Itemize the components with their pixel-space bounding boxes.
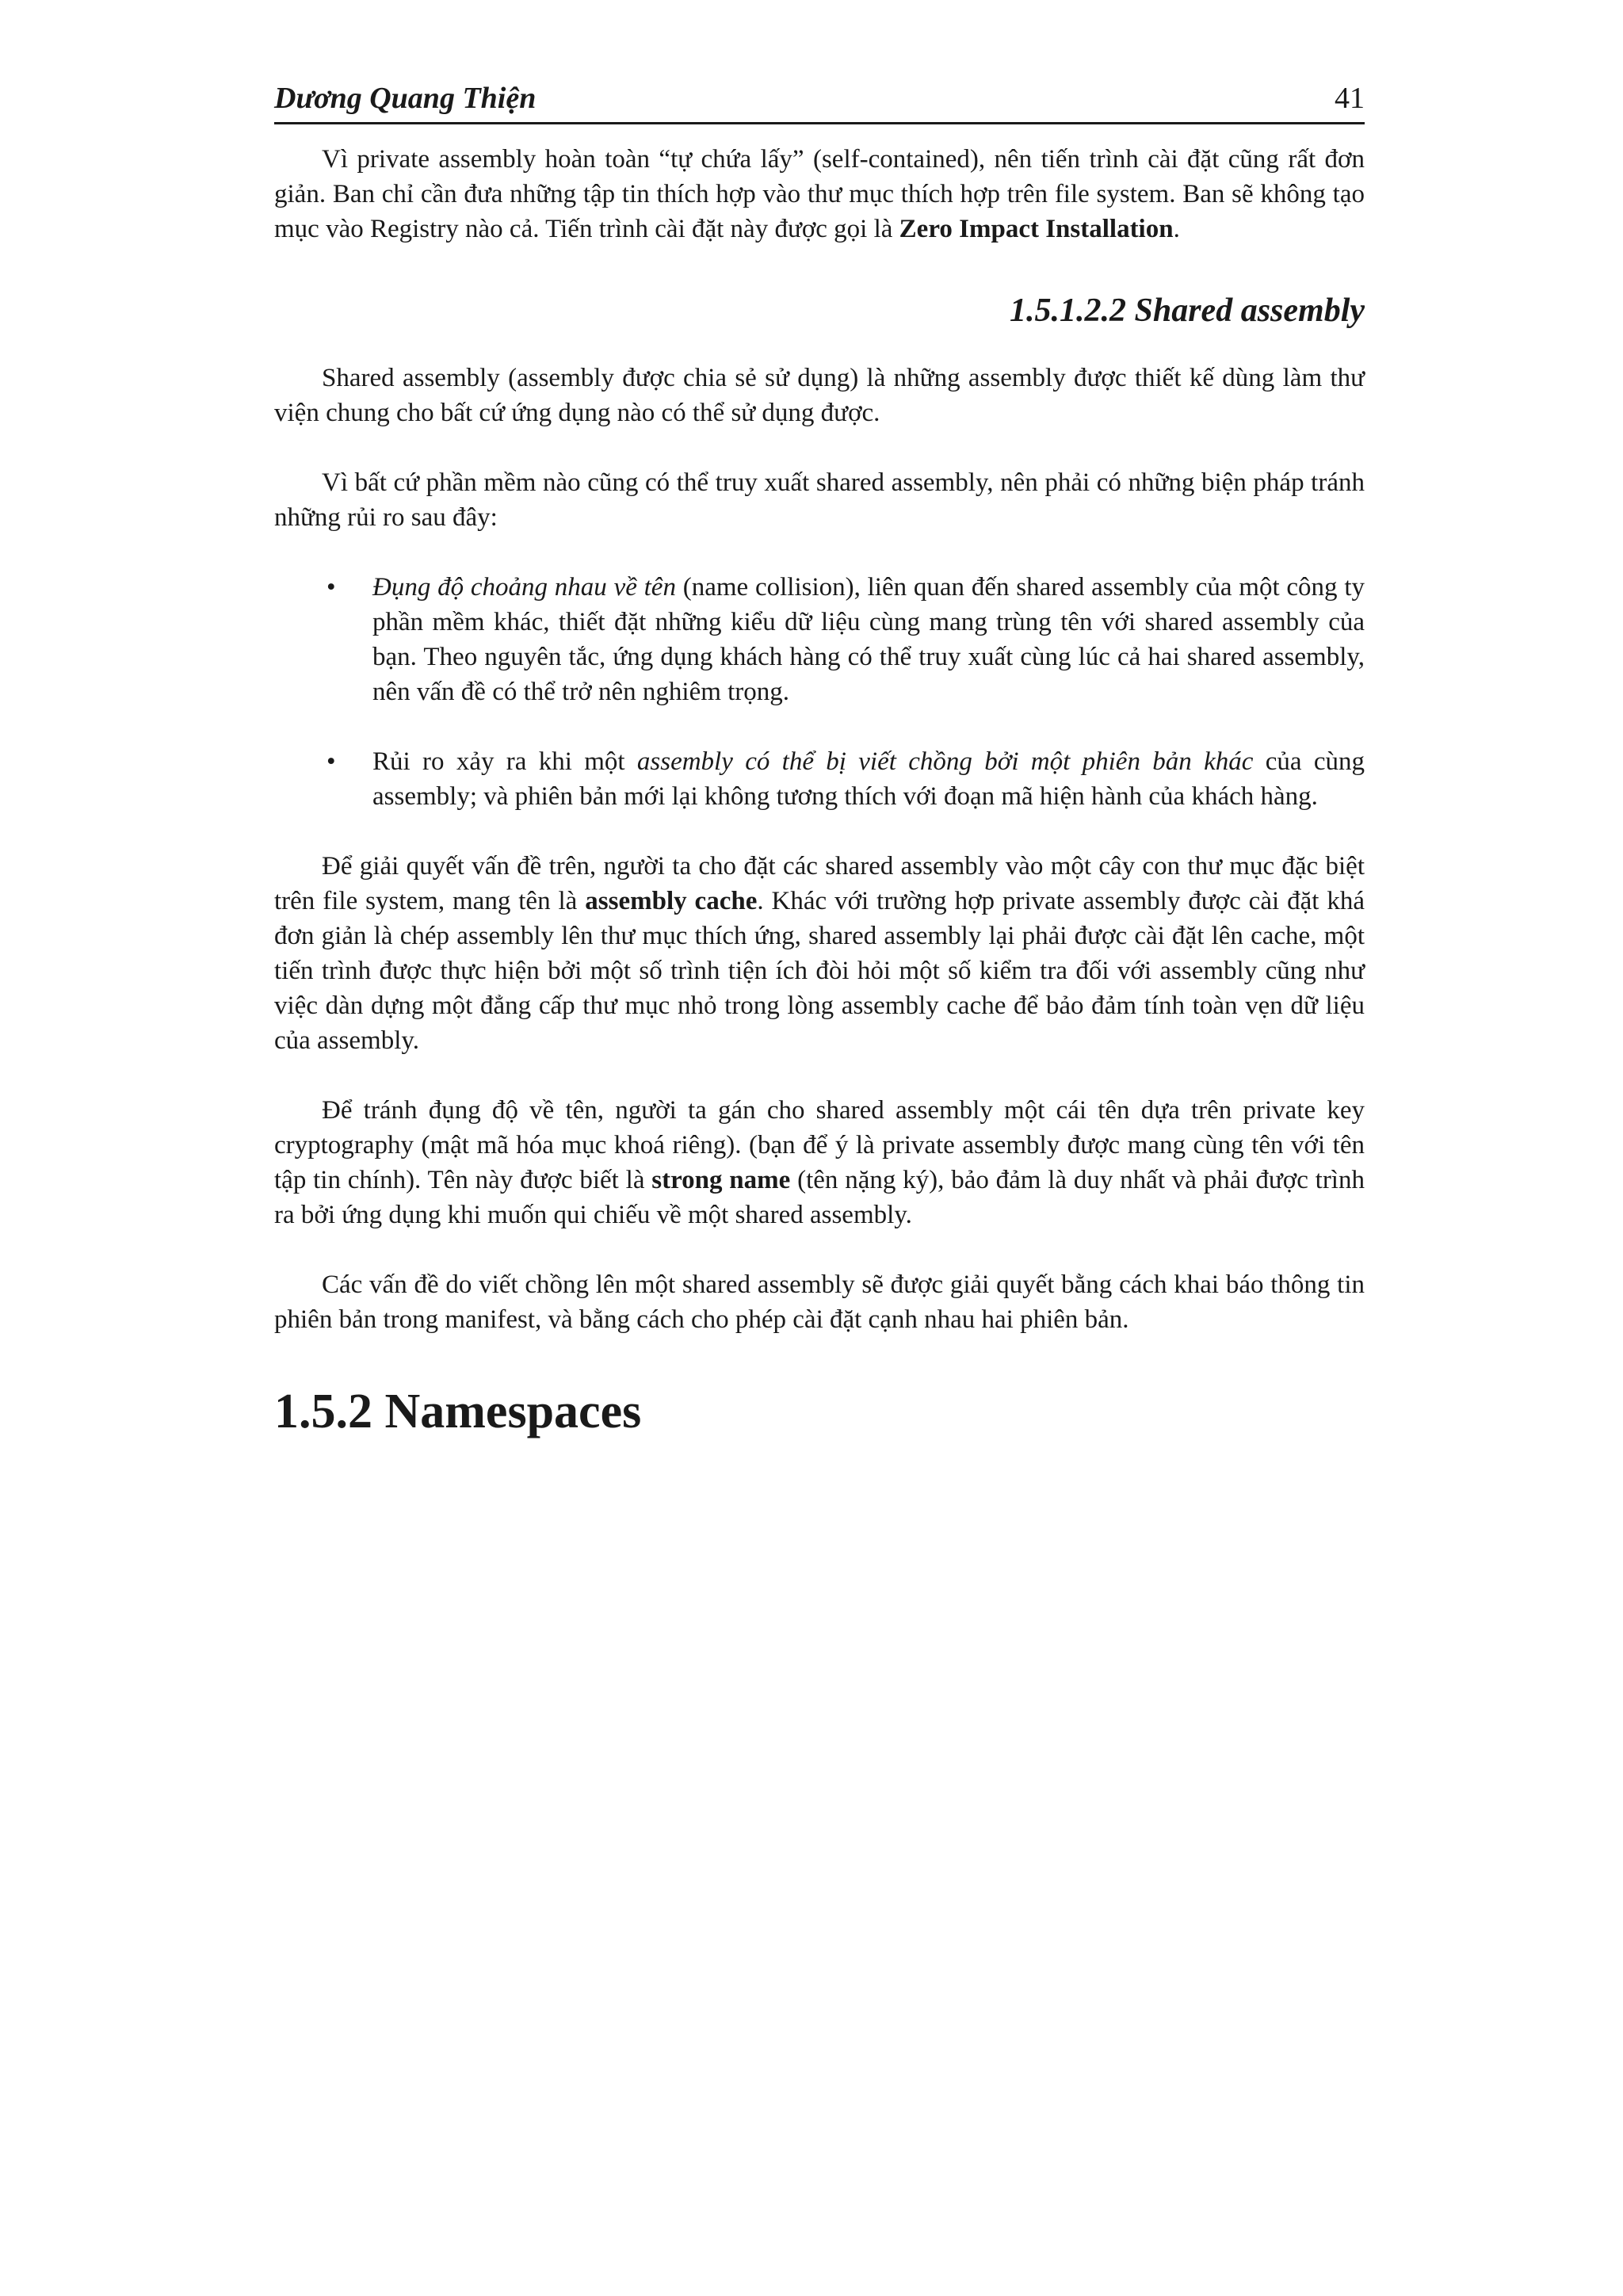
text-span: (name collision), liên quan đến shared assembly của một công ty phần mềm khác, thiết đặt những kiểu dữ liệu cùng mang trùng tên với shared assembly của bạn. Theo nguyên tắc, ứng dụng khách hàng có thể truy xuất cùng lúc cả hai shared assembly, nên vấn đề có thể trở nên nghiêm trọng. — [372, 573, 1365, 706]
section-heading: 1.5.2 Namespaces — [274, 1385, 642, 1438]
header-author: Dương Quang Thiện — [274, 82, 537, 115]
page-number: 41 — [1335, 82, 1365, 115]
risk-list — [274, 570, 1365, 814]
text-span: . Khác với trường hợp private assembly được cài đặt khá đơn giản là chép assembly lên thư mục thích ứng, shared assembly lại phải được cài đặt lên cache, một tiến trình được thực hiện bởi một số trình tiện ích đòi hỏi một số kiểm tra đối với assembly cũng như việc dàn dựng một đẳng cấp thư mục nhỏ trong lòng assembly cache để bảo đảm tính toàn vẹn dữ liệu của assembly. — [274, 887, 1365, 1055]
bold-term-assembly-cache: assembly cache — [585, 887, 758, 915]
paragraph-shared-assembly-definition: Shared assembly (assembly được chia sẻ sử dụng) là những assembly được thiết kế dùng làm thư viện chung cho bất cứ ứng dụng nào có thể sử dụng được. — [274, 364, 1365, 427]
paragraph-risks-intro: Vì bất cứ phần mềm nào cũng có thể truy xuất shared assembly, nên phải có những biện pháp tránh những rủi ro sau đây: — [274, 468, 1365, 532]
italic-term-overwrite: assembly có thể bị viết chồng bởi một phiên bản khác — [636, 747, 1254, 776]
bold-term-strong-name: strong name — [651, 1166, 791, 1194]
paragraph-private-assembly-install — [274, 142, 1365, 246]
page-body — [274, 142, 1365, 1440]
text-span: Để tránh đụng độ về tên, người ta gán cho shared assembly một cái tên dựa trên private key cryptography (mật mã hóa mục khoá riêng). (bạn để ý là private assembly được mang cùng tên với tên tập tin chính). Tên này được biết là — [274, 1096, 1365, 1194]
text-span: Để giải quyết vấn đề trên, người ta cho đặt các shared assembly vào một cây con thư mục đặc biệt trên file system, mang tên là — [274, 852, 1365, 915]
list-item — [274, 570, 1365, 709]
list-item — [274, 744, 1365, 814]
running-header — [274, 76, 1365, 124]
text-span: Vì private assembly hoàn toàn “tự chứa lấy” (self-contained), nên tiến trình cài đặt cũng rất đơn giản. Ban chỉ cần đưa những tập tin thích hợp vào thư mục thích hợp trên file system. Ban sẽ không tạo mục vào Registry nào cả. Tiến trình cài đặt này được gọi là — [274, 145, 1365, 243]
paragraph-assembly-cache — [274, 849, 1365, 1058]
subsection-heading: 1.5.1.2.2 Shared assembly — [1009, 292, 1365, 329]
text-span: của cùng assembly; và phiên bản mới lại không tương thích với đoạn mã hiện hành của khách hàng. — [372, 747, 1365, 811]
bold-term-zero-impact: Zero Impact Installation — [899, 215, 1174, 243]
text-span: Rủi ro xảy ra khi một — [372, 747, 637, 776]
text-span: . — [1173, 215, 1180, 243]
paragraph-versioning: Các vấn đề do viết chồng lên một shared assembly sẽ được giải quyết bằng cách khai báo thông tin phiên bản trong manifest, và bằng cách cho phép cài đặt cạnh nhau hai phiên bản. — [274, 1270, 1365, 1334]
bullet-glyph: • — [327, 747, 336, 776]
italic-term-name-collision: Đụng độ choảng nhau về tên — [372, 573, 676, 602]
text-span: (tên nặng ký), bảo đảm là duy nhất và phải được trình ra bởi ứng dụng khi muốn qui chiếu về một shared assembly. — [274, 1166, 1365, 1229]
document-page — [274, 76, 1365, 1440]
paragraph-strong-name — [274, 1093, 1365, 1232]
bullet-glyph: • — [327, 573, 336, 602]
